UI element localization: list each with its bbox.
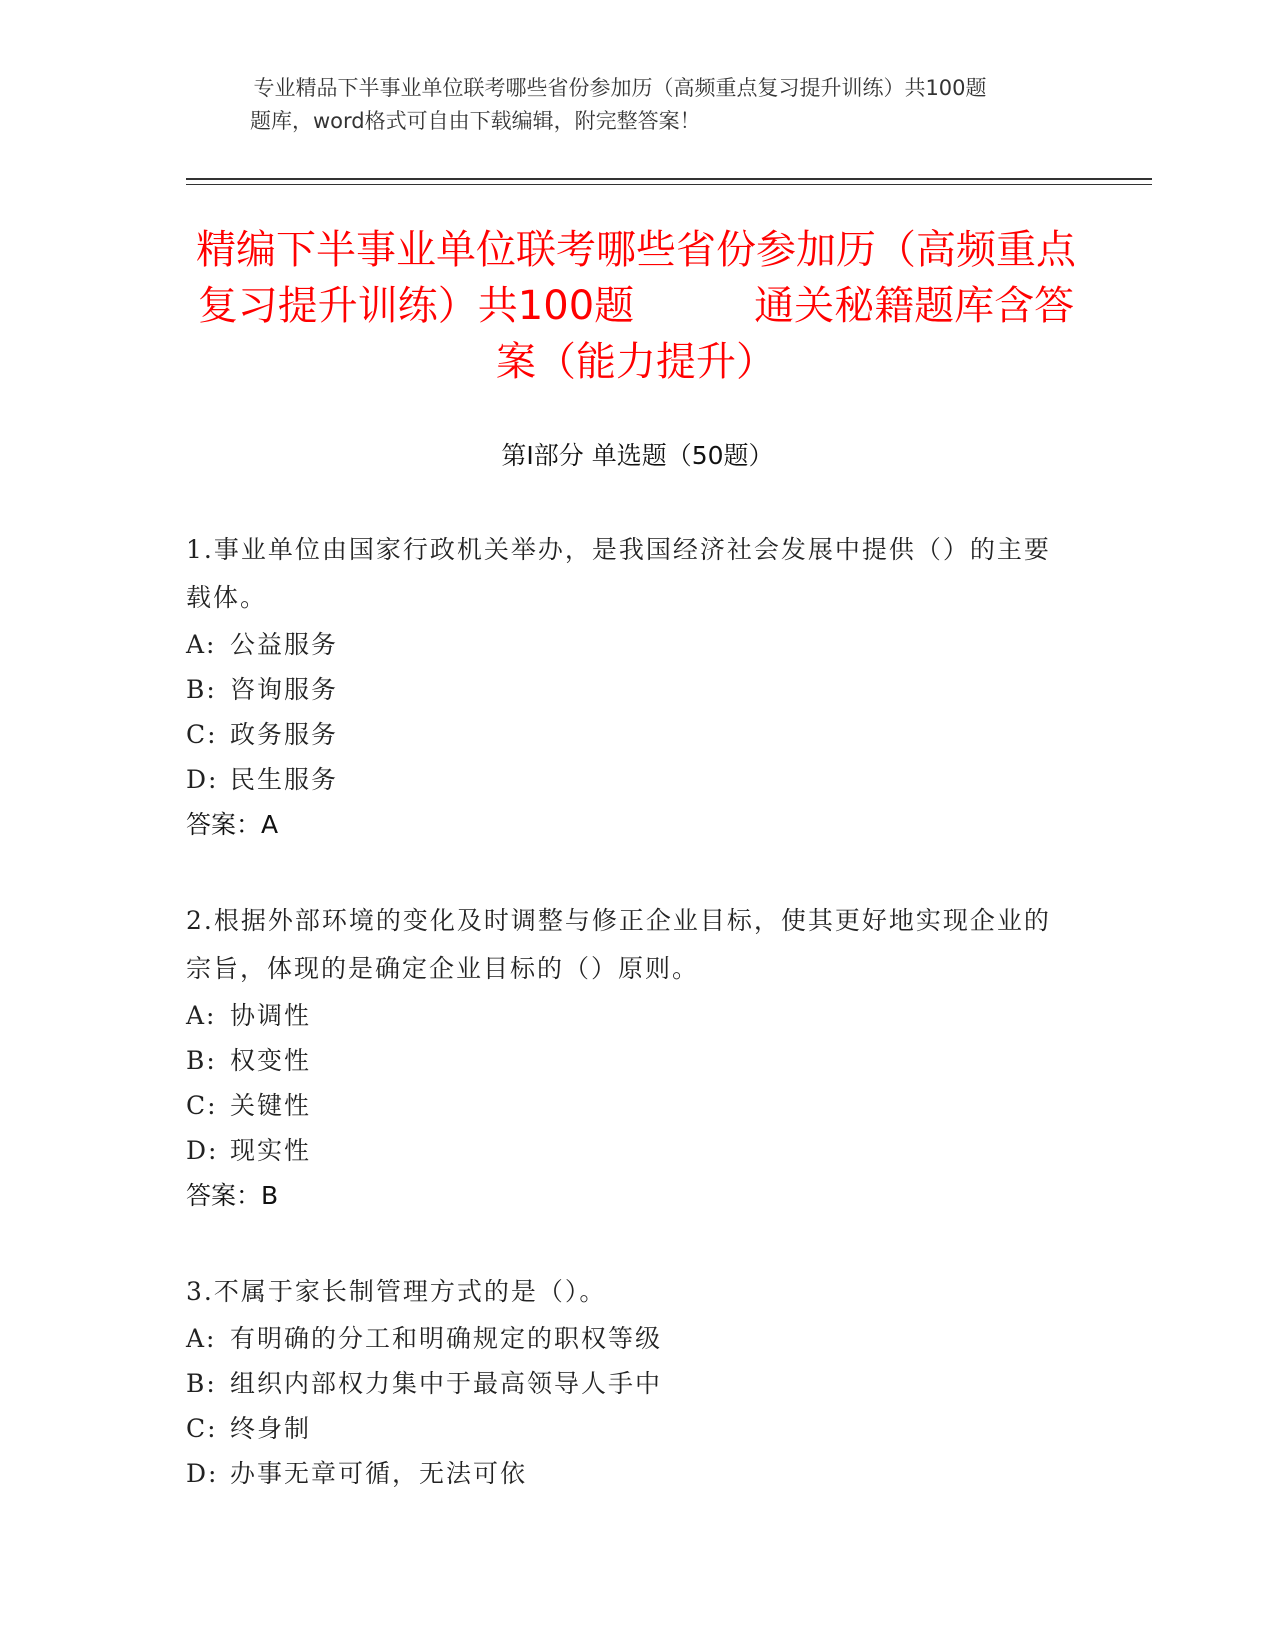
- option-d: [186, 757, 1066, 802]
- option-letter: B:: [186, 1369, 217, 1398]
- option-letter: B:: [186, 675, 217, 704]
- header-rule-thin: [186, 184, 1152, 185]
- question-3: [186, 1268, 1066, 1496]
- option-c: [186, 1406, 1066, 1451]
- question-stem: 2.根据外部环境的变化及时调整与修正企业目标，使其更好地实现企业的宗旨，体现的是确定企业目标的（）原则。: [186, 906, 1051, 983]
- option-letter: D:: [186, 1136, 219, 1165]
- question-list: [186, 526, 1066, 1546]
- option-b: [186, 1038, 1066, 1083]
- option-a: [186, 622, 1066, 667]
- option-b: [186, 1361, 1066, 1406]
- answer-label: 答案：A: [186, 810, 279, 839]
- option-letter: A:: [186, 1324, 217, 1353]
- option-letter: C:: [186, 1091, 218, 1120]
- question-1: [186, 526, 1066, 847]
- option-letter: A:: [186, 1001, 217, 1030]
- option-text: 咨询服务: [230, 675, 339, 704]
- option-a: [186, 1316, 1066, 1361]
- option-c: [186, 1083, 1066, 1128]
- header-note-line2: 题库，word格式可自由下载编辑，附完整答案！: [250, 109, 701, 133]
- option-letter: C:: [186, 1414, 218, 1443]
- option-text: 办事无章可循，无法可依: [230, 1459, 528, 1488]
- option-d: [186, 1128, 1066, 1173]
- section-heading: 第Ⅰ部分 单选题（50题）: [501, 441, 774, 470]
- option-text: 现实性: [230, 1136, 312, 1165]
- option-letter: D:: [186, 765, 219, 794]
- option-letter: D:: [186, 1459, 219, 1488]
- option-d: [186, 1451, 1066, 1496]
- question-stem: 3.不属于家长制管理方式的是（）。: [186, 1277, 607, 1306]
- option-letter: A:: [186, 630, 217, 659]
- option-letter: C:: [186, 720, 218, 749]
- option-text: 组织内部权力集中于最高领导人手中: [230, 1369, 663, 1398]
- option-text: 权变性: [230, 1046, 312, 1075]
- document-title: 精编下半事业单位联考哪些省份参加历（高频重点复习提升训练）共100题 通关秘籍题库含答案（能力提升）: [196, 227, 1076, 385]
- option-text: 政务服务: [230, 720, 339, 749]
- header-note-line1: 专业精品下半事业单位联考哪些省份参加历（高频重点复习提升训练）共100题: [253, 76, 987, 100]
- option-text: 民生服务: [230, 765, 339, 794]
- option-text: 公益服务: [230, 630, 339, 659]
- option-text: 协调性: [230, 1001, 312, 1030]
- option-text: 关键性: [230, 1091, 312, 1120]
- option-b: [186, 667, 1066, 712]
- option-text: 有明确的分工和明确规定的职权等级: [230, 1324, 663, 1353]
- option-c: [186, 712, 1066, 757]
- header-rule-thick: [186, 178, 1152, 180]
- answer-label: 答案：B: [186, 1181, 279, 1210]
- question-2: [186, 897, 1066, 1218]
- header-note: [170, 72, 1070, 138]
- question-stem: 1.事业单位由国家行政机关举办，是我国经济社会发展中提供（）的主要载体。: [186, 535, 1051, 612]
- option-letter: B:: [186, 1046, 217, 1075]
- option-a: [186, 993, 1066, 1038]
- option-text: 终身制: [230, 1414, 312, 1443]
